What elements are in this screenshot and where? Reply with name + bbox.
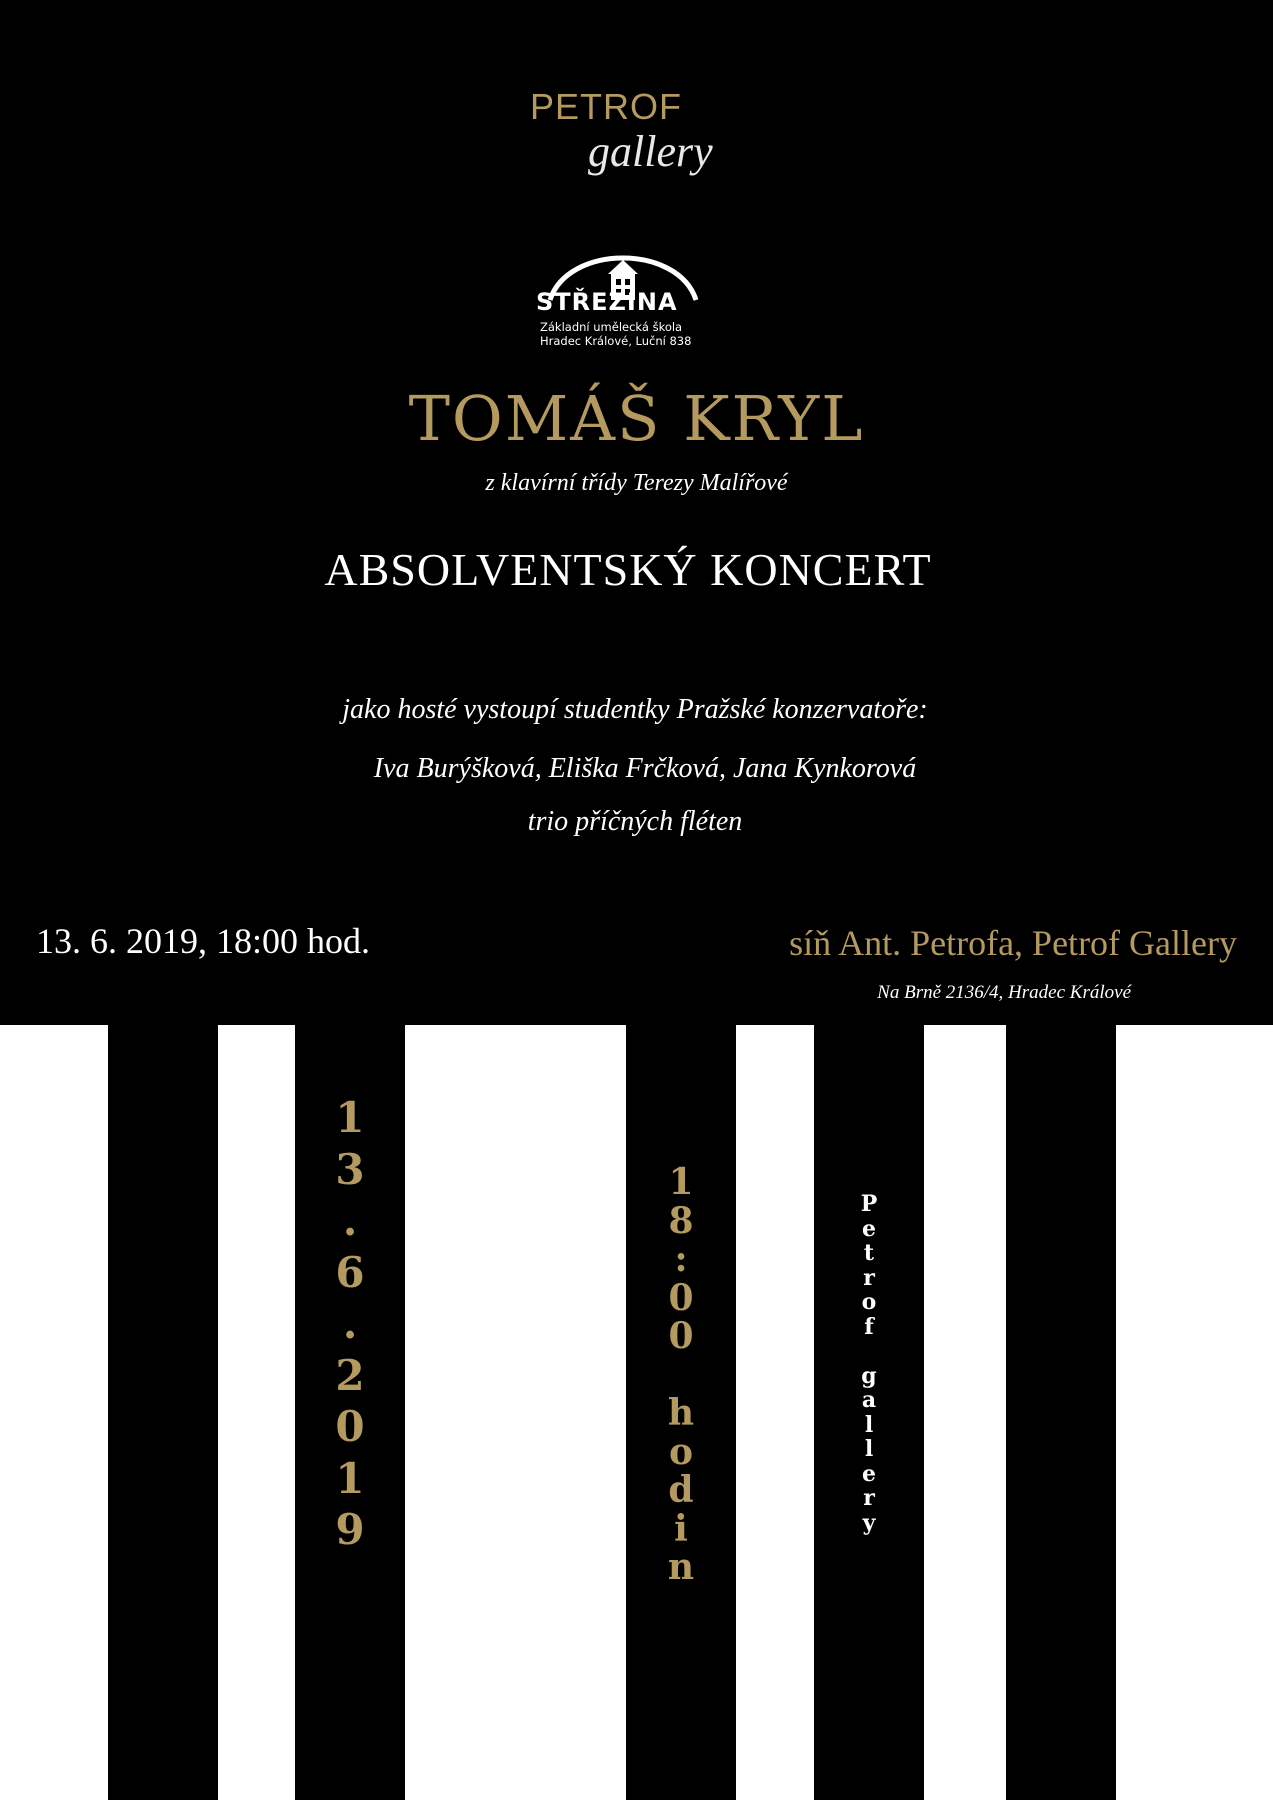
guests-names: Iva Burýšková, Eliška Frčková, Jana Kynkorová <box>373 753 917 784</box>
vertical-char: g <box>861 1362 877 1389</box>
piano-black-key <box>108 1020 218 1800</box>
teacher-note: z klavírní třídy Terezy Malířové <box>485 470 788 496</box>
vertical-char: 6 <box>335 1247 365 1297</box>
vertical-char: P <box>860 1191 878 1217</box>
vertical-char: l <box>864 1436 874 1462</box>
vertical-char: 1 <box>335 1453 365 1503</box>
vertical-char: 2 <box>335 1350 365 1400</box>
vertical-char: a <box>861 1387 877 1413</box>
vertical-char: t <box>863 1240 875 1266</box>
vertical-char: 9 <box>335 1505 365 1554</box>
school-name: STŘEZINA <box>536 288 678 316</box>
piano-black-key <box>1006 1020 1116 1800</box>
vertical-char: 0 <box>668 1276 694 1319</box>
guests-intro: jako hosté vystoupí studentky Pražské konzervatoře: <box>342 694 928 725</box>
vertical-char <box>865 1339 873 1364</box>
vertical-date <box>295 1092 405 1556</box>
vertical-char: h <box>667 1392 695 1434</box>
vertical-char: d <box>668 1469 694 1511</box>
vertical-char: l <box>864 1411 874 1438</box>
vertical-char: f <box>864 1313 874 1340</box>
vertical-char: 1 <box>668 1161 694 1203</box>
vertical-char: r <box>863 1485 875 1511</box>
vertical-char: r <box>863 1264 875 1291</box>
event-date-time: 13. 6. 2019, 18:00 hod. <box>36 921 371 961</box>
performer-name: TOMÁŠ KRYL <box>408 382 865 455</box>
vertical-time <box>626 1163 736 1587</box>
vertical-char <box>675 1356 688 1395</box>
vertical-char: 0 <box>668 1315 694 1357</box>
vertical-char: n <box>667 1546 695 1588</box>
school-type: Základní umělecká škola <box>540 320 683 334</box>
event-title: ABSOLVENTSKÝ KONCERT <box>324 544 932 595</box>
vertical-char: e <box>862 1460 876 1487</box>
vertical-char: 8 <box>668 1199 694 1242</box>
vertical-char: . <box>342 1196 358 1245</box>
petrof-logo-text: PETROF <box>530 86 683 127</box>
vertical-char: i <box>674 1507 688 1550</box>
vertical-char: 1 <box>335 1093 365 1142</box>
vertical-venue <box>814 1192 924 1535</box>
guests-ensemble: trio příčných fléten <box>527 806 743 837</box>
school-address: Hradec Králové, Luční 838 <box>540 334 692 348</box>
vertical-char: o <box>861 1289 877 1315</box>
gallery-logo-script: gallery <box>588 127 713 176</box>
vertical-char: : <box>674 1238 688 1280</box>
vertical-char: 0 <box>335 1402 365 1451</box>
vertical-char: y <box>862 1509 876 1536</box>
vertical-char: e <box>862 1215 876 1242</box>
event-venue: síň Ant. Petrofa, Petrof Gallery <box>789 923 1237 963</box>
vertical-char: o <box>668 1430 693 1473</box>
vertical-char: 3 <box>335 1144 365 1194</box>
vertical-char: . <box>342 1299 358 1348</box>
venue-address: Na Brně 2136/4, Hradec Králové <box>877 982 1131 1003</box>
